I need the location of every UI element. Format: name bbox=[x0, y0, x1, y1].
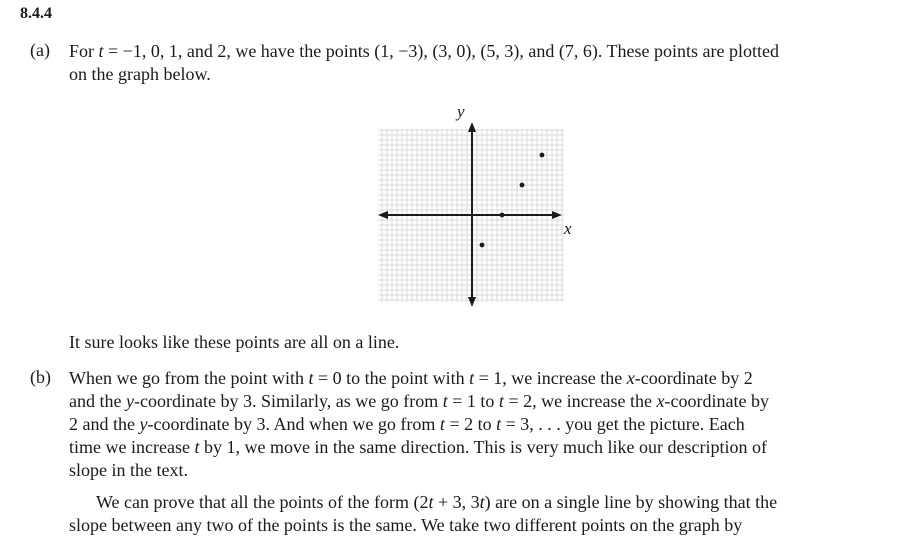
data-point bbox=[500, 213, 505, 218]
text: For bbox=[69, 41, 99, 61]
y-axis-label: y bbox=[457, 102, 465, 121]
data-point bbox=[480, 243, 485, 248]
var-t: t bbox=[194, 437, 200, 457]
x-axis-label: x bbox=[564, 219, 572, 238]
y-axis-up-arrow bbox=[468, 122, 476, 132]
var-t: t bbox=[308, 368, 314, 388]
text: time we increase bbox=[69, 437, 195, 457]
var-t: t bbox=[469, 368, 475, 388]
text: We can prove that all the points of the form (2 bbox=[96, 492, 429, 512]
text: = 2, we increase the bbox=[503, 391, 657, 411]
text: 2 and the bbox=[69, 414, 140, 434]
var-t: t bbox=[439, 414, 445, 434]
text: When we go from the point with bbox=[69, 368, 309, 388]
var-x: x bbox=[626, 368, 635, 388]
text: -coordinate by bbox=[664, 391, 769, 411]
part-a-text bbox=[69, 40, 899, 86]
text: ) are on a single line by showing that the bbox=[484, 492, 778, 512]
text: -coordinate by 3. Similarly, as we go from bbox=[133, 391, 443, 411]
var-t: t bbox=[98, 41, 104, 61]
var-t: t bbox=[442, 391, 448, 411]
text: = 1 to bbox=[447, 391, 499, 411]
var-t: t bbox=[479, 492, 485, 512]
text: slope in the text. bbox=[69, 460, 188, 480]
part-b-text bbox=[69, 367, 899, 482]
text: -coordinate by 3. And when we go from bbox=[147, 414, 440, 434]
text: = 1, we increase the bbox=[474, 368, 627, 388]
part-b-label: (b) bbox=[30, 367, 51, 387]
var-y: y bbox=[139, 414, 148, 434]
text: on the graph below. bbox=[69, 64, 211, 84]
text: by 1, we move in the same direction. This is very much like our description of bbox=[199, 437, 767, 457]
var-t: t bbox=[496, 414, 502, 434]
text: = 0 to the point with bbox=[313, 368, 470, 388]
y-axis-down-arrow bbox=[468, 297, 476, 307]
var-t: t bbox=[428, 492, 434, 512]
var-t: t bbox=[498, 391, 504, 411]
var-x: x bbox=[656, 391, 665, 411]
text: + 3, 3 bbox=[433, 492, 480, 512]
var-y: y bbox=[125, 391, 134, 411]
coordinate-graph bbox=[372, 102, 572, 312]
part-b-paragraph-2 bbox=[69, 491, 899, 537]
part-a-conclusion: It sure looks like these points are all on a line. bbox=[69, 332, 400, 352]
text: and the bbox=[69, 391, 126, 411]
x-axis-left-arrow bbox=[378, 211, 388, 219]
section-number: 8.4.4 bbox=[20, 5, 52, 22]
data-point bbox=[520, 183, 525, 188]
part-a-label: (a) bbox=[30, 40, 50, 60]
data-point bbox=[540, 153, 545, 158]
text: -coordinate by 2 bbox=[634, 368, 753, 388]
text: = 3, . . . you get the picture. Each bbox=[501, 414, 745, 434]
text: = −1, 0, 1, and 2, we have the points (1, −3), (3, 0), (5, 3), and (7, 6). These points are plotted bbox=[103, 41, 780, 61]
text: slope between any two of the points is the same. We take two different points on the graph by bbox=[69, 515, 743, 535]
text: = 2 to bbox=[444, 414, 497, 434]
